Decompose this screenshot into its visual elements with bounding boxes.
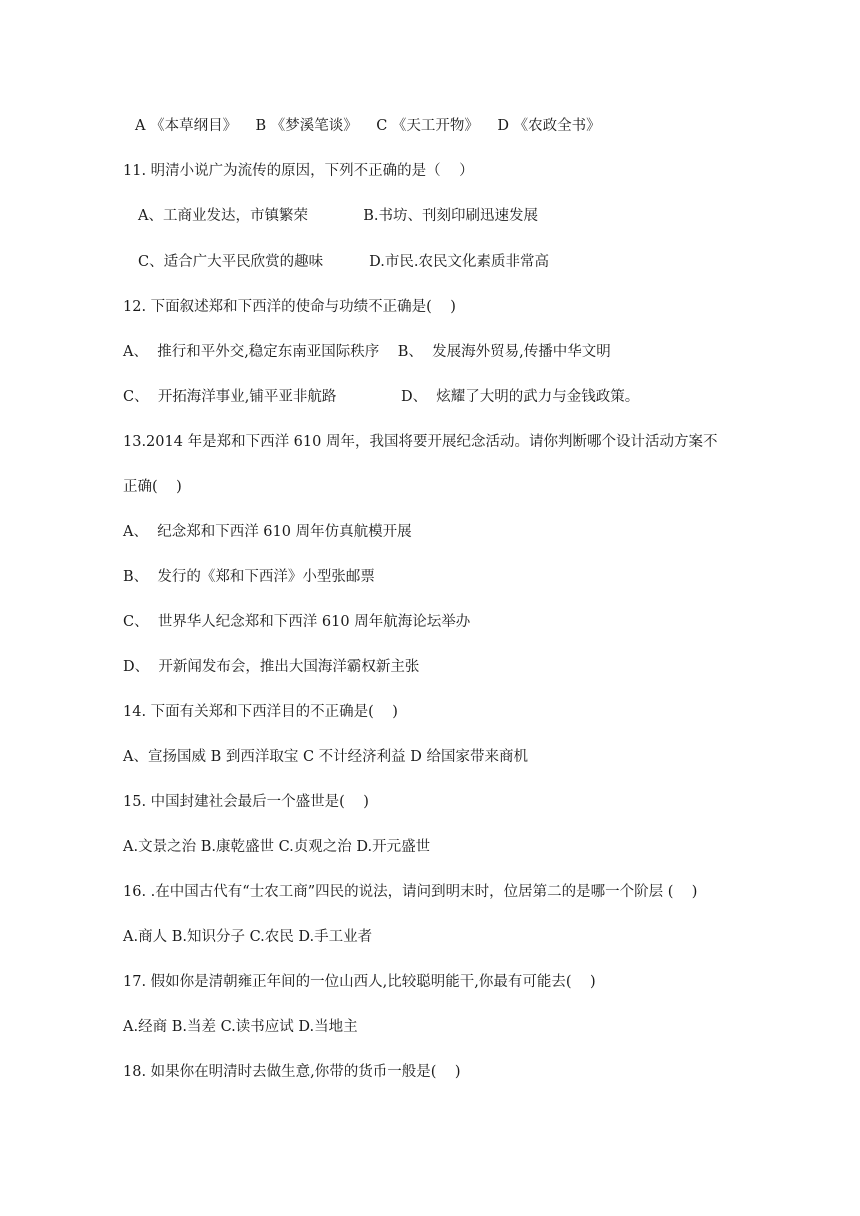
question-17-stem: 17. 假如你是清朝雍正年间的一位山西人,比较聪明能干,你最有可能去( )	[123, 974, 596, 990]
question-13-option-c: C、 世界华人纪念郑和下西洋 610 周年航海论坛举办	[123, 614, 471, 630]
question-11-stem: 11. 明清小说广为流传的原因，下列不正确的是（ ）	[123, 163, 474, 179]
question-12-options-ab: A、 推行和平外交,稳定东南亚国际秩序 B、 发展海外贸易,传播中华文明	[123, 344, 611, 360]
question-13-stem-line1: 13.2014 年是郑和下西洋 610 周年，我国将要开展纪念活动。请你判断哪个设计活动方案不	[123, 434, 718, 450]
question-11-options-ab: A、工商业发达，市镇繁荣 B.书坊、刊刻印刷迅速发展	[138, 208, 539, 224]
question-10-options: A 《本草纲目》 B 《梦溪笔谈》 C 《天工开物》 D 《农政全书》	[135, 118, 601, 134]
question-12-options-cd: C、 开拓海洋事业,铺平亚非航路 D、 炫耀了大明的武力与金钱政策。	[123, 389, 640, 405]
question-16-options: A.商人 B.知识分子 C.农民 D.手工业者	[123, 929, 373, 945]
question-15-stem: 15. 中国封建社会最后一个盛世是( )	[123, 794, 369, 810]
question-13-option-a: A、 纪念郑和下西洋 610 周年仿真航模开展	[123, 524, 412, 540]
question-14-stem: 14. 下面有关郑和下西洋目的不正确是( )	[123, 704, 398, 720]
question-17-options: A.经商 B.当差 C.读书应试 D.当地主	[123, 1019, 358, 1035]
question-15-options: A.文景之治 B.康乾盛世 C.贞观之治 D.开元盛世	[123, 839, 431, 855]
question-16-stem: 16. .在中国古代有“士农工商”四民的说法，请问到明末时，位居第二的是哪一个阶层 ( )	[123, 884, 698, 900]
question-13-option-d: D、 开新闻发布会，推出大国海洋霸权新主张	[123, 659, 420, 675]
question-13-stem-line2: 正确( )	[123, 479, 182, 495]
question-11-options-cd: C、适合广大平民欣赏的趣味 D.市民.农民文化素质非常高	[138, 254, 550, 270]
question-18-stem: 18. 如果你在明清时去做生意,你带的货币一般是( )	[123, 1064, 461, 1080]
question-13-option-b: B、 发行的《郑和下西洋》小型张邮票	[123, 569, 375, 585]
question-14-options: A、宣扬国威 B 到西洋取宝 C 不计经济利益 D 给国家带来商机	[123, 749, 528, 765]
question-12-stem: 12. 下面叙述郑和下西洋的使命与功绩不正确是( )	[123, 299, 456, 315]
